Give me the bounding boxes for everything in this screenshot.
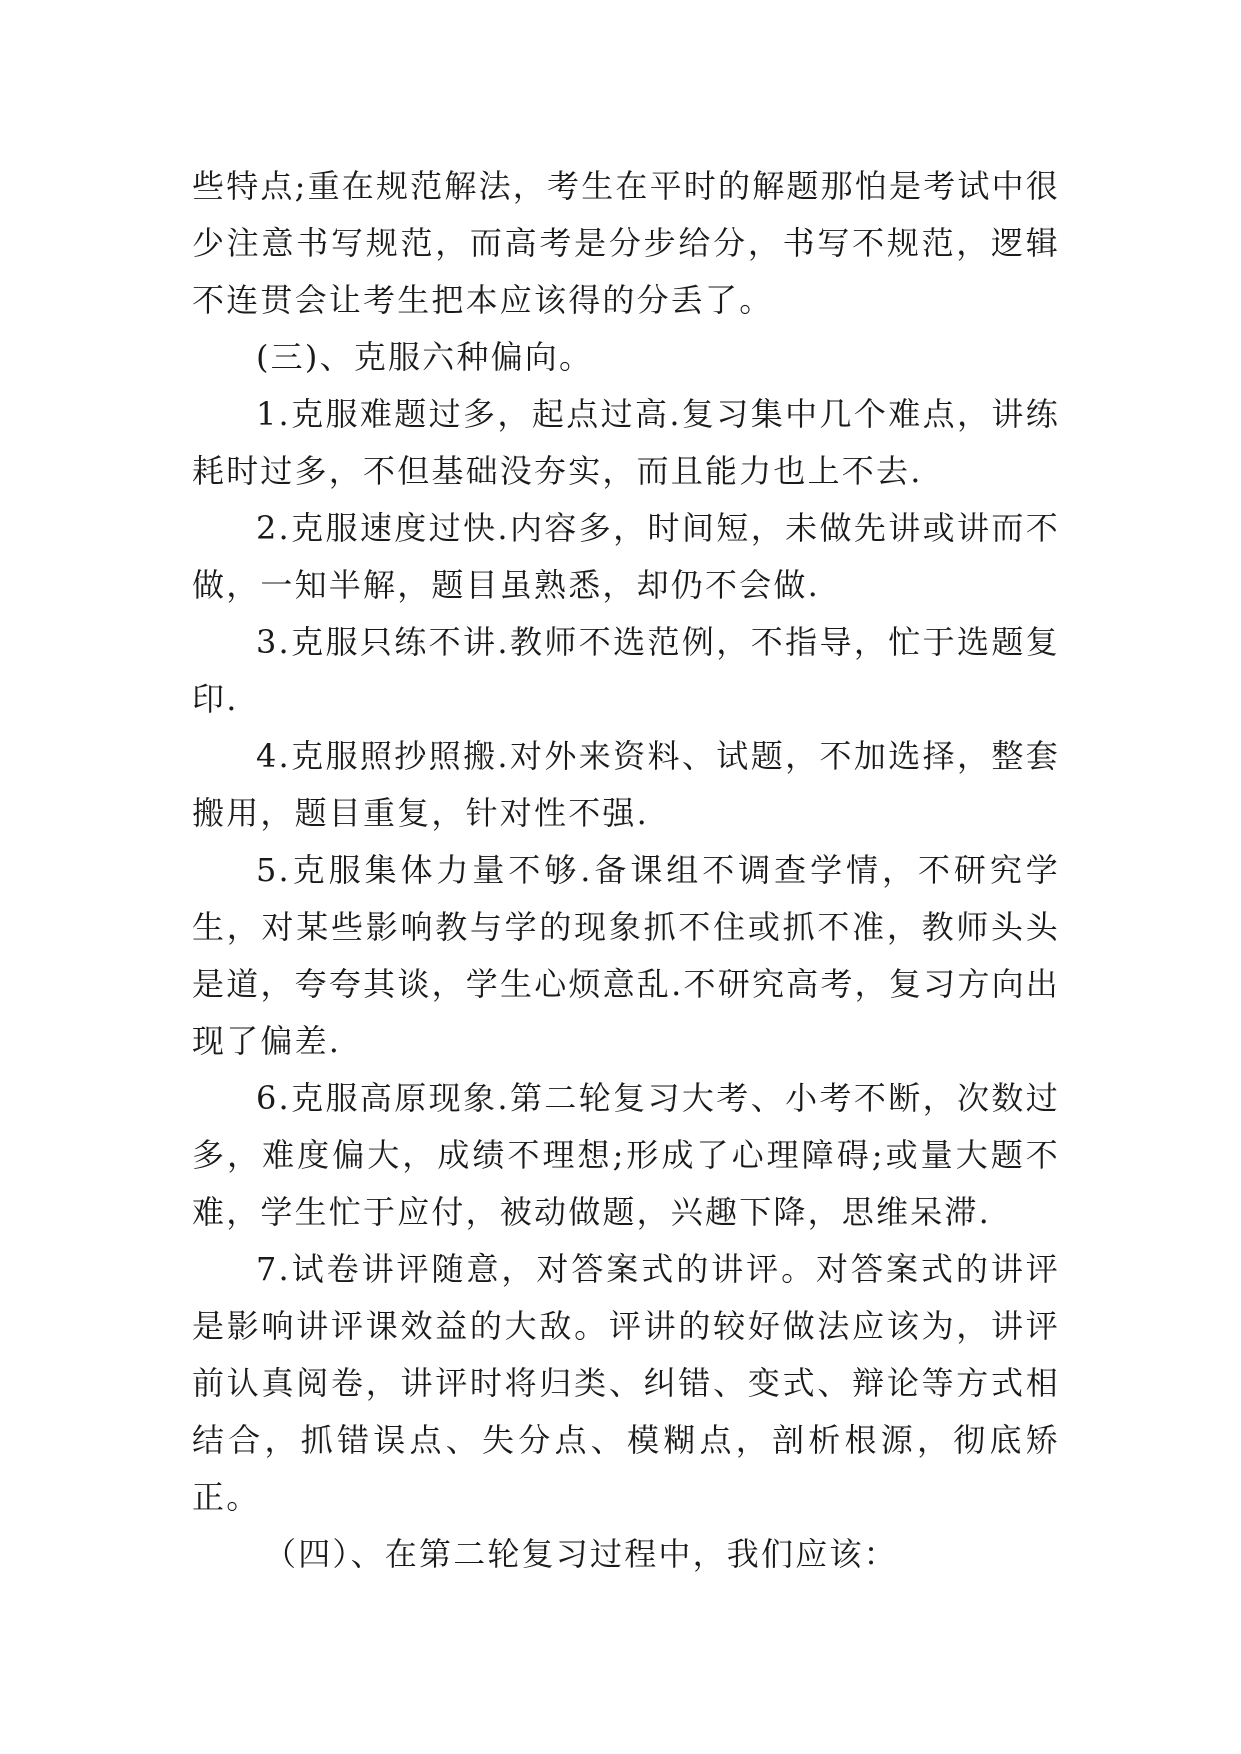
list-item-5: 5.克服集体力量不够.备课组不调查学情，不研究学生，对某些影响教与学的现象抓不住或抓不准，教师头头是道，夸夸其谈，学生心烦意乱.不研究高考，复习方向出现了偏差. [192, 851, 1060, 1060]
section-heading-3: (三)、克服六种偏向。 [256, 338, 594, 376]
list-item-3: 3.克服只练不讲.教师不选范例，不指导，忙于选题复印. [192, 623, 1060, 718]
list-item-4: 4.克服照抄照搬.对外来资料、试题，不加选择，整套搬用，题目重复，针对性不强. [192, 737, 1060, 832]
section-heading-4: （四）、在第二轮复习过程中，我们应该： [264, 1535, 898, 1573]
document-body [192, 158, 1060, 1583]
list-item-2: 2.克服速度过快.内容多，时间短，未做先讲或讲而不做，一知半解，题目虽熟悉，却仍不会做. [192, 509, 1060, 604]
paragraph-continuation: 些特点;重在规范解法，考生在平时的解题那怕是考试中很少注意书写规范，而高考是分步给分，书写不规范，逻辑不连贯会让考生把本应该得的分丢了。 [192, 167, 1060, 319]
list-item-6: 6.克服高原现象.第二轮复习大考、小考不断，次数过多，难度偏大，成绩不理想;形成了心理障碍;或量大题不难，学生忙于应付，被动做题，兴趣下降，思维呆滞. [192, 1079, 1060, 1231]
list-item-7: 7.试卷讲评随意，对答案式的讲评。对答案式的讲评是影响讲评课效益的大敌。评讲的较好做法应该为，讲评前认真阅卷，讲评时将归类、纠错、变式、辩论等方式相结合，抓错误点、失分点、模糊点，剖析根源，彻底矫正。 [192, 1250, 1060, 1516]
list-item-1: 1.克服难题过多，起点过高.复习集中几个难点，讲练耗时过多，不但基础没夯实，而且能力也上不去. [192, 395, 1060, 490]
